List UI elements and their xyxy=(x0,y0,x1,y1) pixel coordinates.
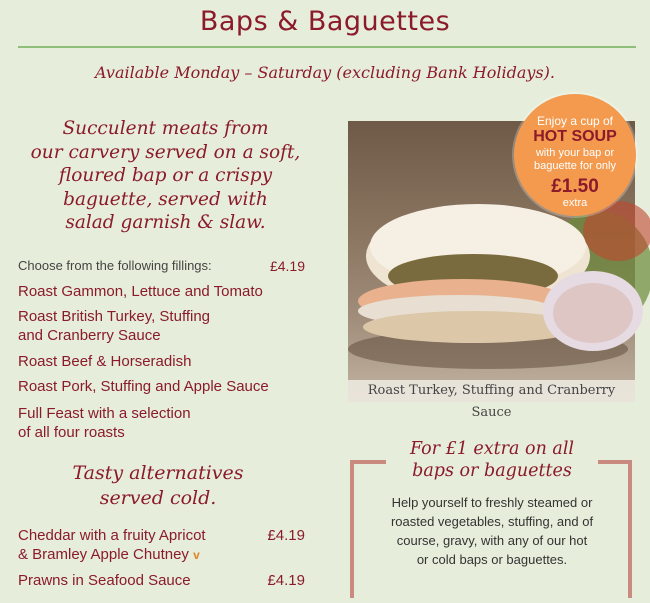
intro-line: our carvery served on a soft, xyxy=(30,141,301,163)
alternatives-heading-line: served cold. xyxy=(99,487,217,509)
filling-item xyxy=(18,282,308,301)
soup-badge-detail-line: with your bap or xyxy=(535,147,615,159)
soup-badge-line: Enjoy a cup of xyxy=(536,114,614,128)
intro-line: floured bap or a crispy xyxy=(58,165,273,186)
extra-offer-text xyxy=(372,493,612,569)
cold-item-line xyxy=(18,545,308,565)
cold-item xyxy=(18,571,308,590)
extra-offer-line: or cold baps or baguettes. xyxy=(416,552,568,567)
page-title: Baps & Baguettes xyxy=(199,6,451,37)
soup-badge-price: £1.50 xyxy=(551,176,599,197)
filling-line: and Cranberry Sauce xyxy=(18,327,161,344)
soup-badge-highlight: HOT SOUP xyxy=(533,128,617,145)
extra-offer-line: Help yourself to freshly steamed or xyxy=(391,495,593,510)
cold-item-price: £4.19 xyxy=(267,527,305,544)
alternatives-heading xyxy=(18,461,298,511)
cold-item xyxy=(18,526,308,565)
extra-offer-line: roasted vegetables, stuffing, and of xyxy=(390,514,594,529)
hot-soup-badge xyxy=(514,94,636,216)
soup-badge-extra: extra xyxy=(562,197,588,209)
filling-item xyxy=(18,404,308,442)
soup-badge-detail-line: baguette for only xyxy=(534,160,616,172)
vegetarian-icon: v xyxy=(193,548,200,562)
filling-item xyxy=(18,352,308,371)
title-divider xyxy=(18,46,636,48)
fillings-price: £4.19 xyxy=(269,258,305,274)
cold-item-line: Cheddar with a fruity Apricot xyxy=(18,527,206,544)
cold-item-line-text: & Bramley Apple Chutney xyxy=(18,546,189,563)
intro-line: Succulent meats from xyxy=(62,118,269,139)
filling-line: Full Feast with a selection xyxy=(18,405,191,422)
intro-text xyxy=(18,117,313,235)
fillings-label xyxy=(18,258,308,273)
filling-line: of all four roasts xyxy=(18,424,125,441)
extra-offer-heading xyxy=(386,438,598,482)
photo-caption: Roast Turkey, Stuffing and Cranberry Sauce xyxy=(348,380,635,402)
intro-line: baguette, served with xyxy=(63,188,268,210)
cold-item-line: Prawns in Seafood Sauce xyxy=(18,572,191,589)
extra-offer-heading-line: baps or baguettes xyxy=(412,461,572,481)
filling-line: Roast British Turkey, Stuffing xyxy=(18,308,211,325)
filling-item xyxy=(18,377,308,396)
filling-item xyxy=(18,307,308,345)
soup-badge-detail xyxy=(514,147,636,173)
extra-offer-heading-line: For £1 extra on all xyxy=(409,439,575,459)
extra-offer-line: course, gravy, with any of our hot xyxy=(396,533,588,548)
alternatives-heading-line: Tasty alternatives xyxy=(72,462,244,484)
fillings-label-text: Choose from the following fillings: xyxy=(18,258,212,273)
filling-line: Roast Beef & Horseradish xyxy=(18,353,192,370)
intro-line: salad garnish & slaw. xyxy=(65,212,266,233)
cold-item-price: £4.19 xyxy=(267,572,305,589)
filling-line: Roast Gammon, Lettuce and Tomato xyxy=(18,283,263,300)
availability-note: Available Monday – Saturday (excluding Bank Holidays). xyxy=(95,63,555,82)
filling-line: Roast Pork, Stuffing and Apple Sauce xyxy=(18,378,269,395)
